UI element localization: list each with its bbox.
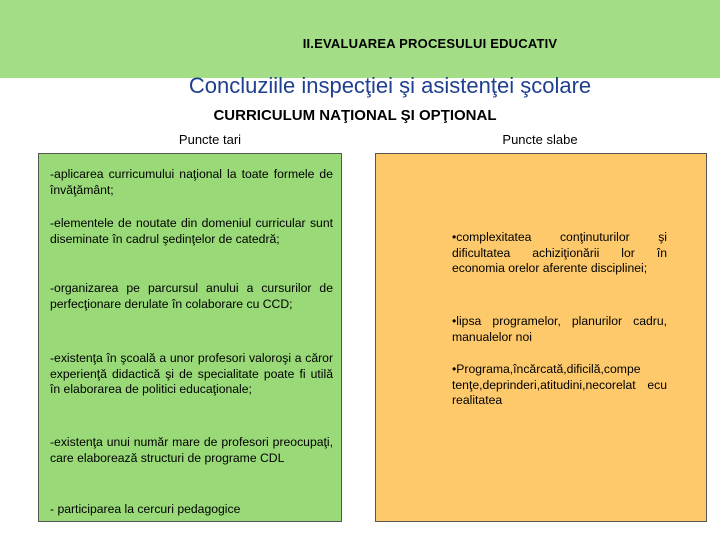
strengths-header: Puncte tari — [178, 132, 242, 147]
strength-item: -aplicarea curricumului naţional la toate formele de învăţământ; — [50, 167, 333, 197]
strength-item: - participarea la cercuri pedagogice — [50, 502, 241, 516]
strength-item: -existenţa unui număr mare de profesori preocupaţi, care elaborează structuri de programe CDL — [50, 435, 333, 465]
banner-title: II.EVALUAREA PROCESULUI EDUCATIV — [302, 36, 558, 51]
strength-item: -elementele de noutate din domeniul curricular sunt diseminate în cadrul şedinţelor de catedră; — [50, 216, 333, 246]
weaknesses-header: Puncte slabe — [502, 132, 578, 147]
main-title: Concluziile inspecţiei şi asistenţei şcolare — [188, 73, 592, 98]
strength-item: -existenţa în şcoală a unor profesori valoroşi a căror experienţă didactică şi de specialitate poate fi utilă în elaborarea de politici educaţionale; — [50, 351, 333, 396]
weakness-item: •lipsa programelor, planurilor cadru, manualelor noi — [452, 314, 667, 344]
weaknesses-panel — [375, 153, 707, 522]
section-subtitle: CURRICULUM NAŢIONAL ŞI OPŢIONAL — [213, 107, 497, 124]
weakness-item: •Programa,încărcată,dificilă,compe tenţe,deprinderi,atitudini,necorelat ecu realitatea — [452, 362, 667, 407]
strengths-panel — [38, 153, 342, 522]
strength-item: -organizarea pe parcursul anului a cursurilor de perfecţionare derulate în colaborare cu CCD; — [50, 281, 333, 311]
weakness-item: •complexitatea conţinuturilor şi dificultatea achiziţionării lor în economia orelor aferente disciplinei; — [452, 230, 667, 275]
